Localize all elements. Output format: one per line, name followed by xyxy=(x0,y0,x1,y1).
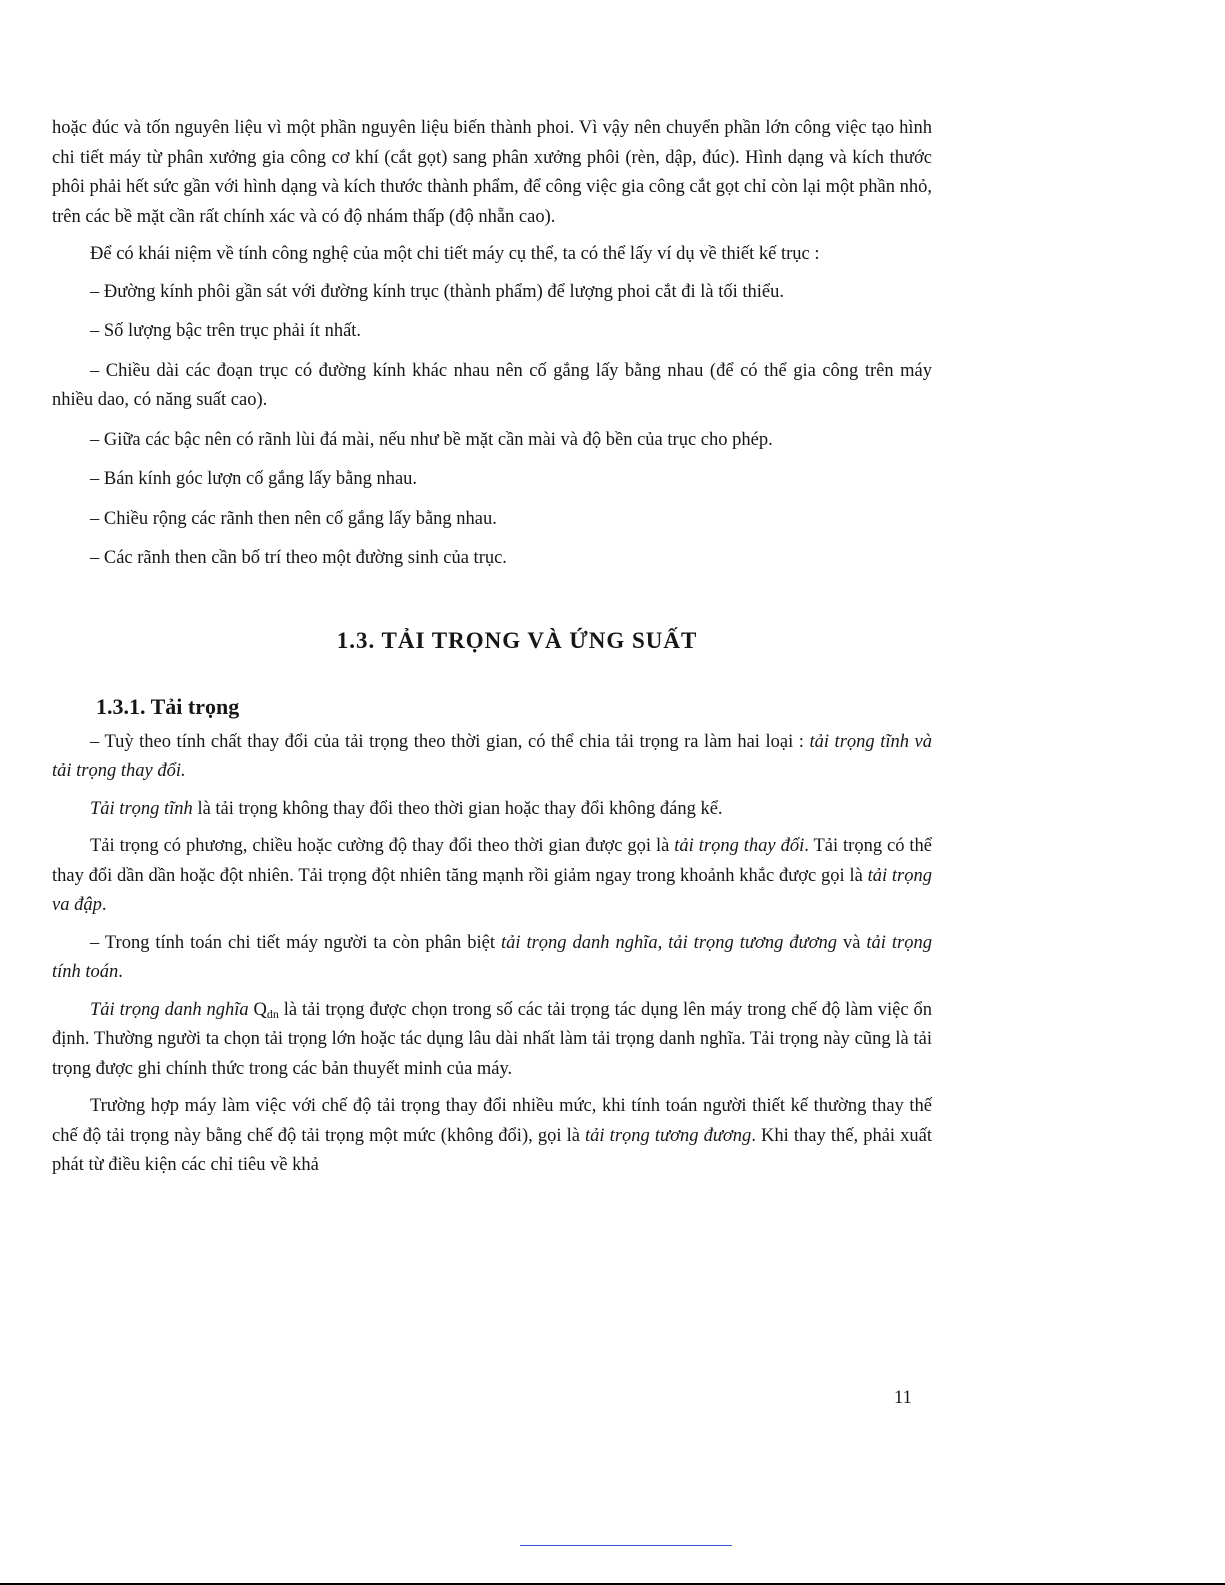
page-content xyxy=(52,114,932,1189)
text-run: là tải trọng được chọn trong số các tải trọng tác dụng lên máy trong chế độ làm việc ổn định. Thường người ta chọn tải trọng lớn hoặc tác dụng lâu dài nhất làm tải trọng danh nghĩa. Tải trọng này cũng là tải trọng được ghi chính thức trong các bản thuyết minh của máy. xyxy=(52,999,932,1079)
paragraph-load-types xyxy=(52,728,932,787)
text-run: – Trong tính toán chi tiết máy người ta còn phân biệt xyxy=(90,932,501,953)
shaft-design-list xyxy=(52,278,932,574)
italic-term: tải trọng thay đổi xyxy=(674,836,805,856)
italic-term: tải trọng va đập xyxy=(52,865,932,915)
paragraph-intro: hoặc đúc và tốn nguyên liệu vì một phần nguyên liệu biến thành phoi. Vì vậy nên chuyển phần lớn công việc tạo hình chi tiết máy từ phân xưởng gia công cơ khí (cắt gọt) sang phân xưởng phôi (rèn, dập, đúc). Hình dạng và kích thước phôi phải hết sức gần với hình dạng và kích thước thành phẩm, để công việc gia công cắt gọt chỉ còn lại một phần nhỏ, trên các bề mặt cần rất chính xác và có độ nhám thấp (độ nhẵn cao). xyxy=(52,118,932,227)
italic-term: tải trọng tương đương xyxy=(585,1125,752,1146)
text-run: . xyxy=(118,962,123,982)
paragraph-calculation-loads xyxy=(52,929,932,988)
subsection-title: 1.3.1. Tải trọng xyxy=(96,693,240,719)
section-title: 1.3. TẢI TRỌNG VÀ ỨNG SUẤT xyxy=(336,627,698,653)
list-item: – Bán kính góc lượn cố gắng lấy bằng nhau. xyxy=(90,469,418,489)
paragraph-shaft-example: Để có khái niệm về tính công nghệ của một chi tiết máy cụ thể, ta có thể lấy ví dụ về thiết kế trục : xyxy=(90,244,820,264)
text-run: Q xyxy=(248,999,267,1020)
text-run: . Tải trọng có thể thay đổi dần dần hoặc đột nhiên. Tải trọng đột nhiên tăng mạnh rồi giảm ngay trong khoảnh khắc được gọi là xyxy=(52,836,933,886)
text-run: là tải trọng không thay đổi theo thời gian hoặc thay đổi không đáng kể. xyxy=(192,798,723,819)
text-run: . Khi thay thế, phải xuất phát từ điều kiện các chỉ tiêu về khả xyxy=(52,1125,933,1175)
text-run: – Tuỳ theo tính chất thay đổi của tải trọng theo thời gian, có thể chia tải trọng ra làm hai loại : xyxy=(90,731,810,752)
page-number: 11 xyxy=(894,1388,912,1408)
paragraph-equivalent-load xyxy=(52,1092,932,1181)
italic-term: Tải trọng danh nghĩa xyxy=(90,999,249,1020)
text-run: Tải trọng có phương, chiều hoặc cường độ thay đổi theo thời gian được gọi là xyxy=(90,836,675,856)
italic-term: tải trọng danh nghĩa, tải trọng tương đương xyxy=(500,932,838,953)
list-item: – Đường kính phôi gần sát với đường kính trục (thành phẩm) để lượng phoi cắt đi là tối thiểu. xyxy=(90,281,784,302)
list-item: – Chiều dài các đoạn trục có đường kính khác nhau nên cố gắng lấy bằng nhau (để có thể gia công trên máy nhiều dao, có năng suất cao). xyxy=(52,360,932,410)
list-item: – Chiều rộng các rãnh then nên cố gắng lấy bằng nhau. xyxy=(90,508,497,529)
italic-term: tải trọng tĩnh và tải trọng thay đổi. xyxy=(52,731,932,781)
subscript: dn xyxy=(266,1006,279,1021)
paragraph-variable-load xyxy=(52,832,932,921)
list-item: – Số lượng bậc trên trục phải ít nhất. xyxy=(90,321,362,341)
list-item: – Giữa các bậc nên có rãnh lùi đá mài, nếu như bề mặt cần mài và độ bền của trục cho phép. xyxy=(90,429,773,450)
list-item: – Các rãnh then cần bố trí theo một đường sinh của trục. xyxy=(90,548,507,568)
italic-term: tải trọng tính toán xyxy=(52,932,932,982)
text-run: . xyxy=(101,895,107,915)
italic-term: Tải trọng tĩnh xyxy=(90,798,193,819)
footer-line xyxy=(520,1545,732,1546)
text-run: và xyxy=(837,932,867,953)
paragraph-nominal-load xyxy=(52,996,932,1085)
paragraph-static-load xyxy=(52,795,932,825)
text-run: Trường hợp máy làm việc với chế độ tải trọng thay đổi nhiều mức, khi tính toán người thiết kế thường thay thế chế độ tải trọng này bằng chế độ tải trọng một mức (không đổi), gọi là xyxy=(52,1096,932,1146)
